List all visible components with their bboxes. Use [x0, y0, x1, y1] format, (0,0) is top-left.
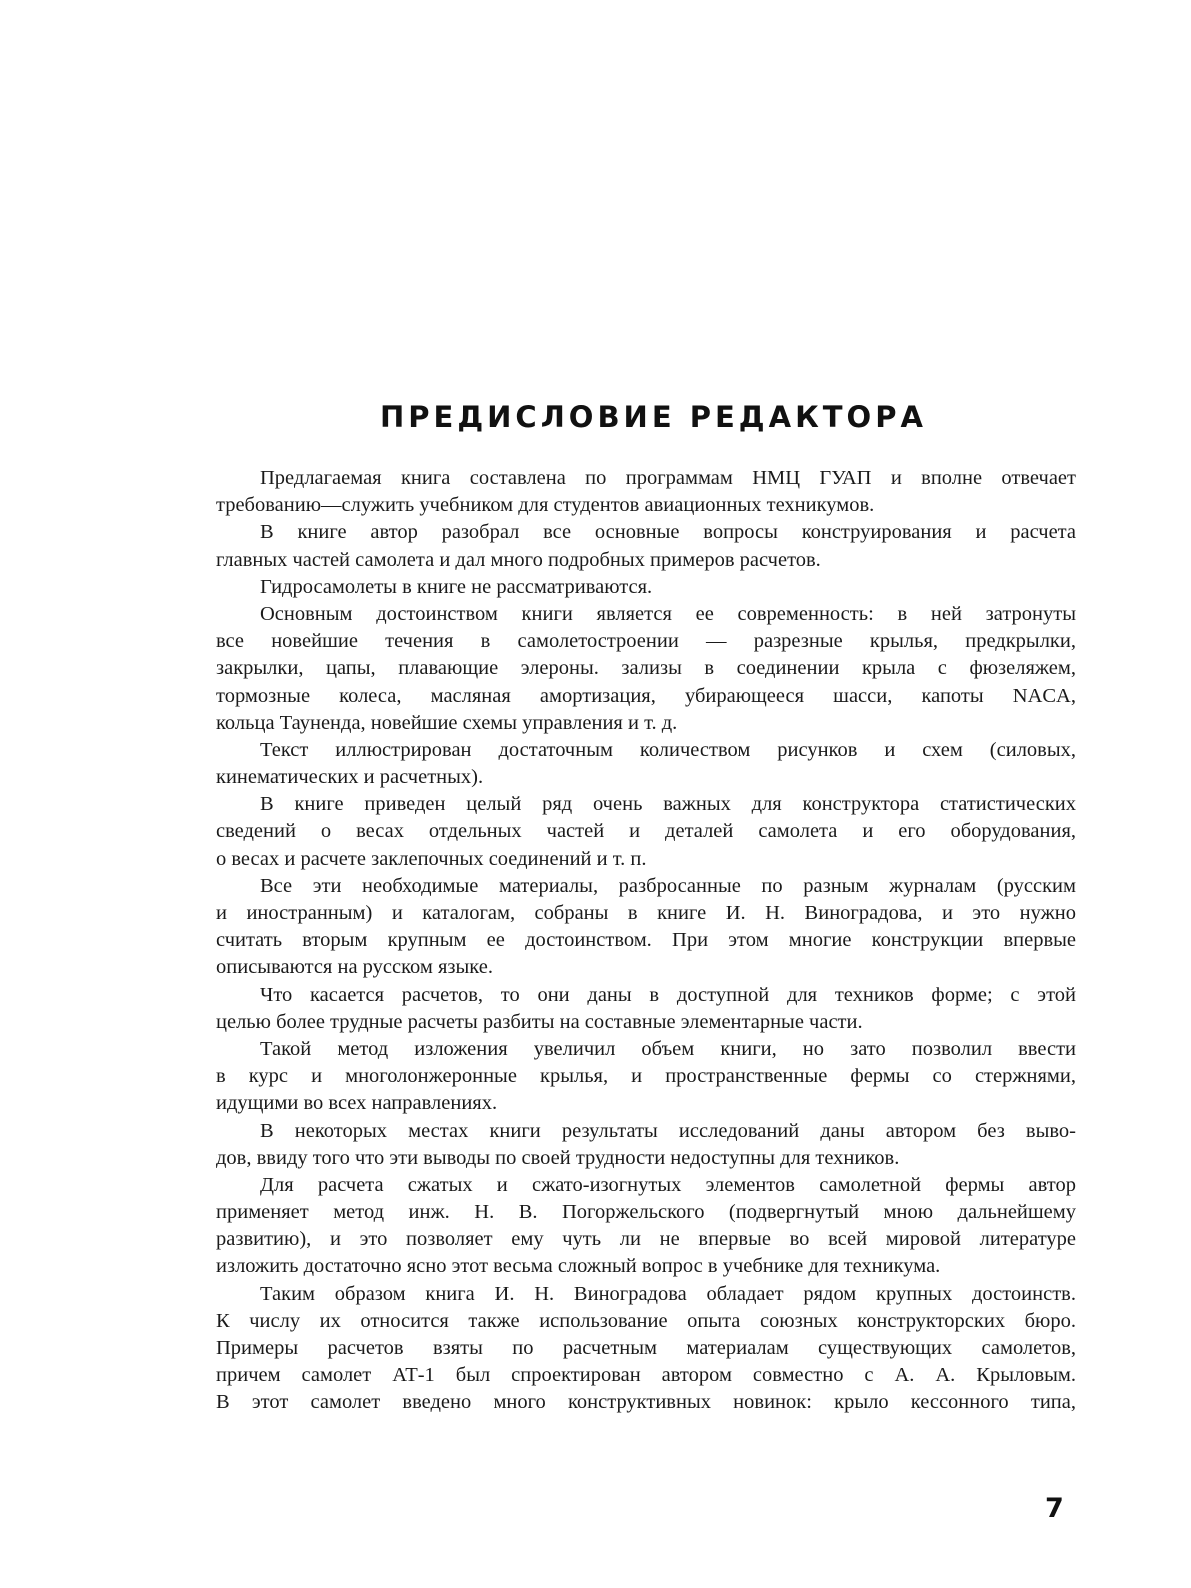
text-line: Текст иллюстрирован достаточным количеством рисунков и схем (силовых,	[260, 738, 1076, 761]
text-line: Примеры расчетов взяты по расчетным материалам существующих самолетов,	[216, 1337, 1076, 1359]
text-line: целью более трудные расчеты разбиты на составные элементарные части.	[216, 1010, 863, 1033]
text-line: дов, ввиду того что эти выводы по своей трудности недоступны для техников.	[216, 1146, 900, 1169]
text-line: Предлагаемая книга составлена по программам НМЦ ГУАП и вполне отвечает	[260, 467, 1076, 489]
text-line: Для расчета сжатых и сжато-изогнутых элементов самолетной фермы автор	[260, 1173, 1076, 1196]
text-line: К числу их относится также использование опыта союзных конструкторских бюро.	[216, 1309, 1076, 1332]
text-line: изложить достаточно ясно этот весьма сложный вопрос в учебнике для техникума.	[216, 1255, 941, 1278]
text-line: главных частей самолета и дал много подробных примеров расчетов.	[216, 548, 821, 571]
text-line: все новейшие течения в самолетостроении — разрезные крылья, предкрылки,	[216, 630, 1076, 653]
text-line: В книге приведен целый ряд очень важных для конструктора статистических	[260, 793, 1076, 816]
text-line: Таким образом книга И. Н. Виноградова обладает рядом крупных достоинств.	[260, 1282, 1076, 1305]
text-line: тормозные колеса, масляная амортизация, убирающееся шасси, капоты NACA,	[216, 684, 1076, 707]
text-line: Такой метод изложения увеличил объем книги, но зато позволил ввести	[260, 1037, 1076, 1060]
text-line: Все эти необходимые материалы, разбросанные по разным журналам (русским	[260, 874, 1076, 897]
preface-body	[216, 465, 1076, 1417]
text-line: описываются на русском языке.	[216, 956, 493, 979]
text-line: применяет метод инж. Н. В. Погоржельского (подвергнутый мною дальнейшему	[216, 1201, 1076, 1224]
page-title: ПРЕДИСЛОВИЕ РЕДАКТОРА	[380, 400, 927, 434]
page-number: 7	[1045, 1493, 1064, 1524]
text-line: в курс и многолонжеронные крылья, и пространственные фермы со стержнями,	[216, 1065, 1076, 1088]
text-line: Что касается расчетов, то они даны в доступной для техников форме; с этой	[260, 983, 1076, 1006]
text-line: развитию), и это позволяет ему чуть ли не впервые во всей мировой литературе	[216, 1228, 1076, 1251]
text-line: и иностранным) и каталогам, собраны в книге И. Н. Виноградова, и это нужно	[216, 902, 1076, 924]
text-line: о весах и расчете заклепочных соединений и т. п.	[216, 847, 647, 870]
text-line: В этот самолет введено много конструктивных новинок: крыло кессонного типа,	[216, 1391, 1076, 1414]
text-line: Гидросамолеты в книге не рассматриваются.	[260, 575, 653, 598]
text-line: В некоторых местах книги результаты исследований даны автором без выво-	[260, 1119, 1076, 1142]
text-line: считать вторым крупным ее достоинством. При этом многие конструкции впервые	[216, 929, 1076, 952]
text-line: Основным достоинством книги является ее современность: в ней затронуты	[260, 602, 1076, 625]
text-line: кинематических и расчетных).	[216, 766, 484, 789]
text-line: кольца Тауненда, новейшие схемы управления и т. д.	[216, 711, 678, 734]
text-line: сведений о весах отдельных частей и деталей самолета и его оборудования,	[216, 820, 1076, 843]
text-line: В книге автор разобрал все основные вопросы конструирования и расчета	[260, 521, 1076, 544]
text-line: требованию—служить учебником для студентов авиационных техникумов.	[216, 494, 875, 517]
text-line: идущими во всех направлениях.	[216, 1092, 498, 1115]
text-line: закрылки, цапы, плавающие элероны. зализы в соединении крыла с фюзеляжем,	[216, 657, 1076, 680]
text-line: причем самолет АТ-1 был спроектирован автором совместно с А. А. Крыловым.	[216, 1364, 1076, 1387]
